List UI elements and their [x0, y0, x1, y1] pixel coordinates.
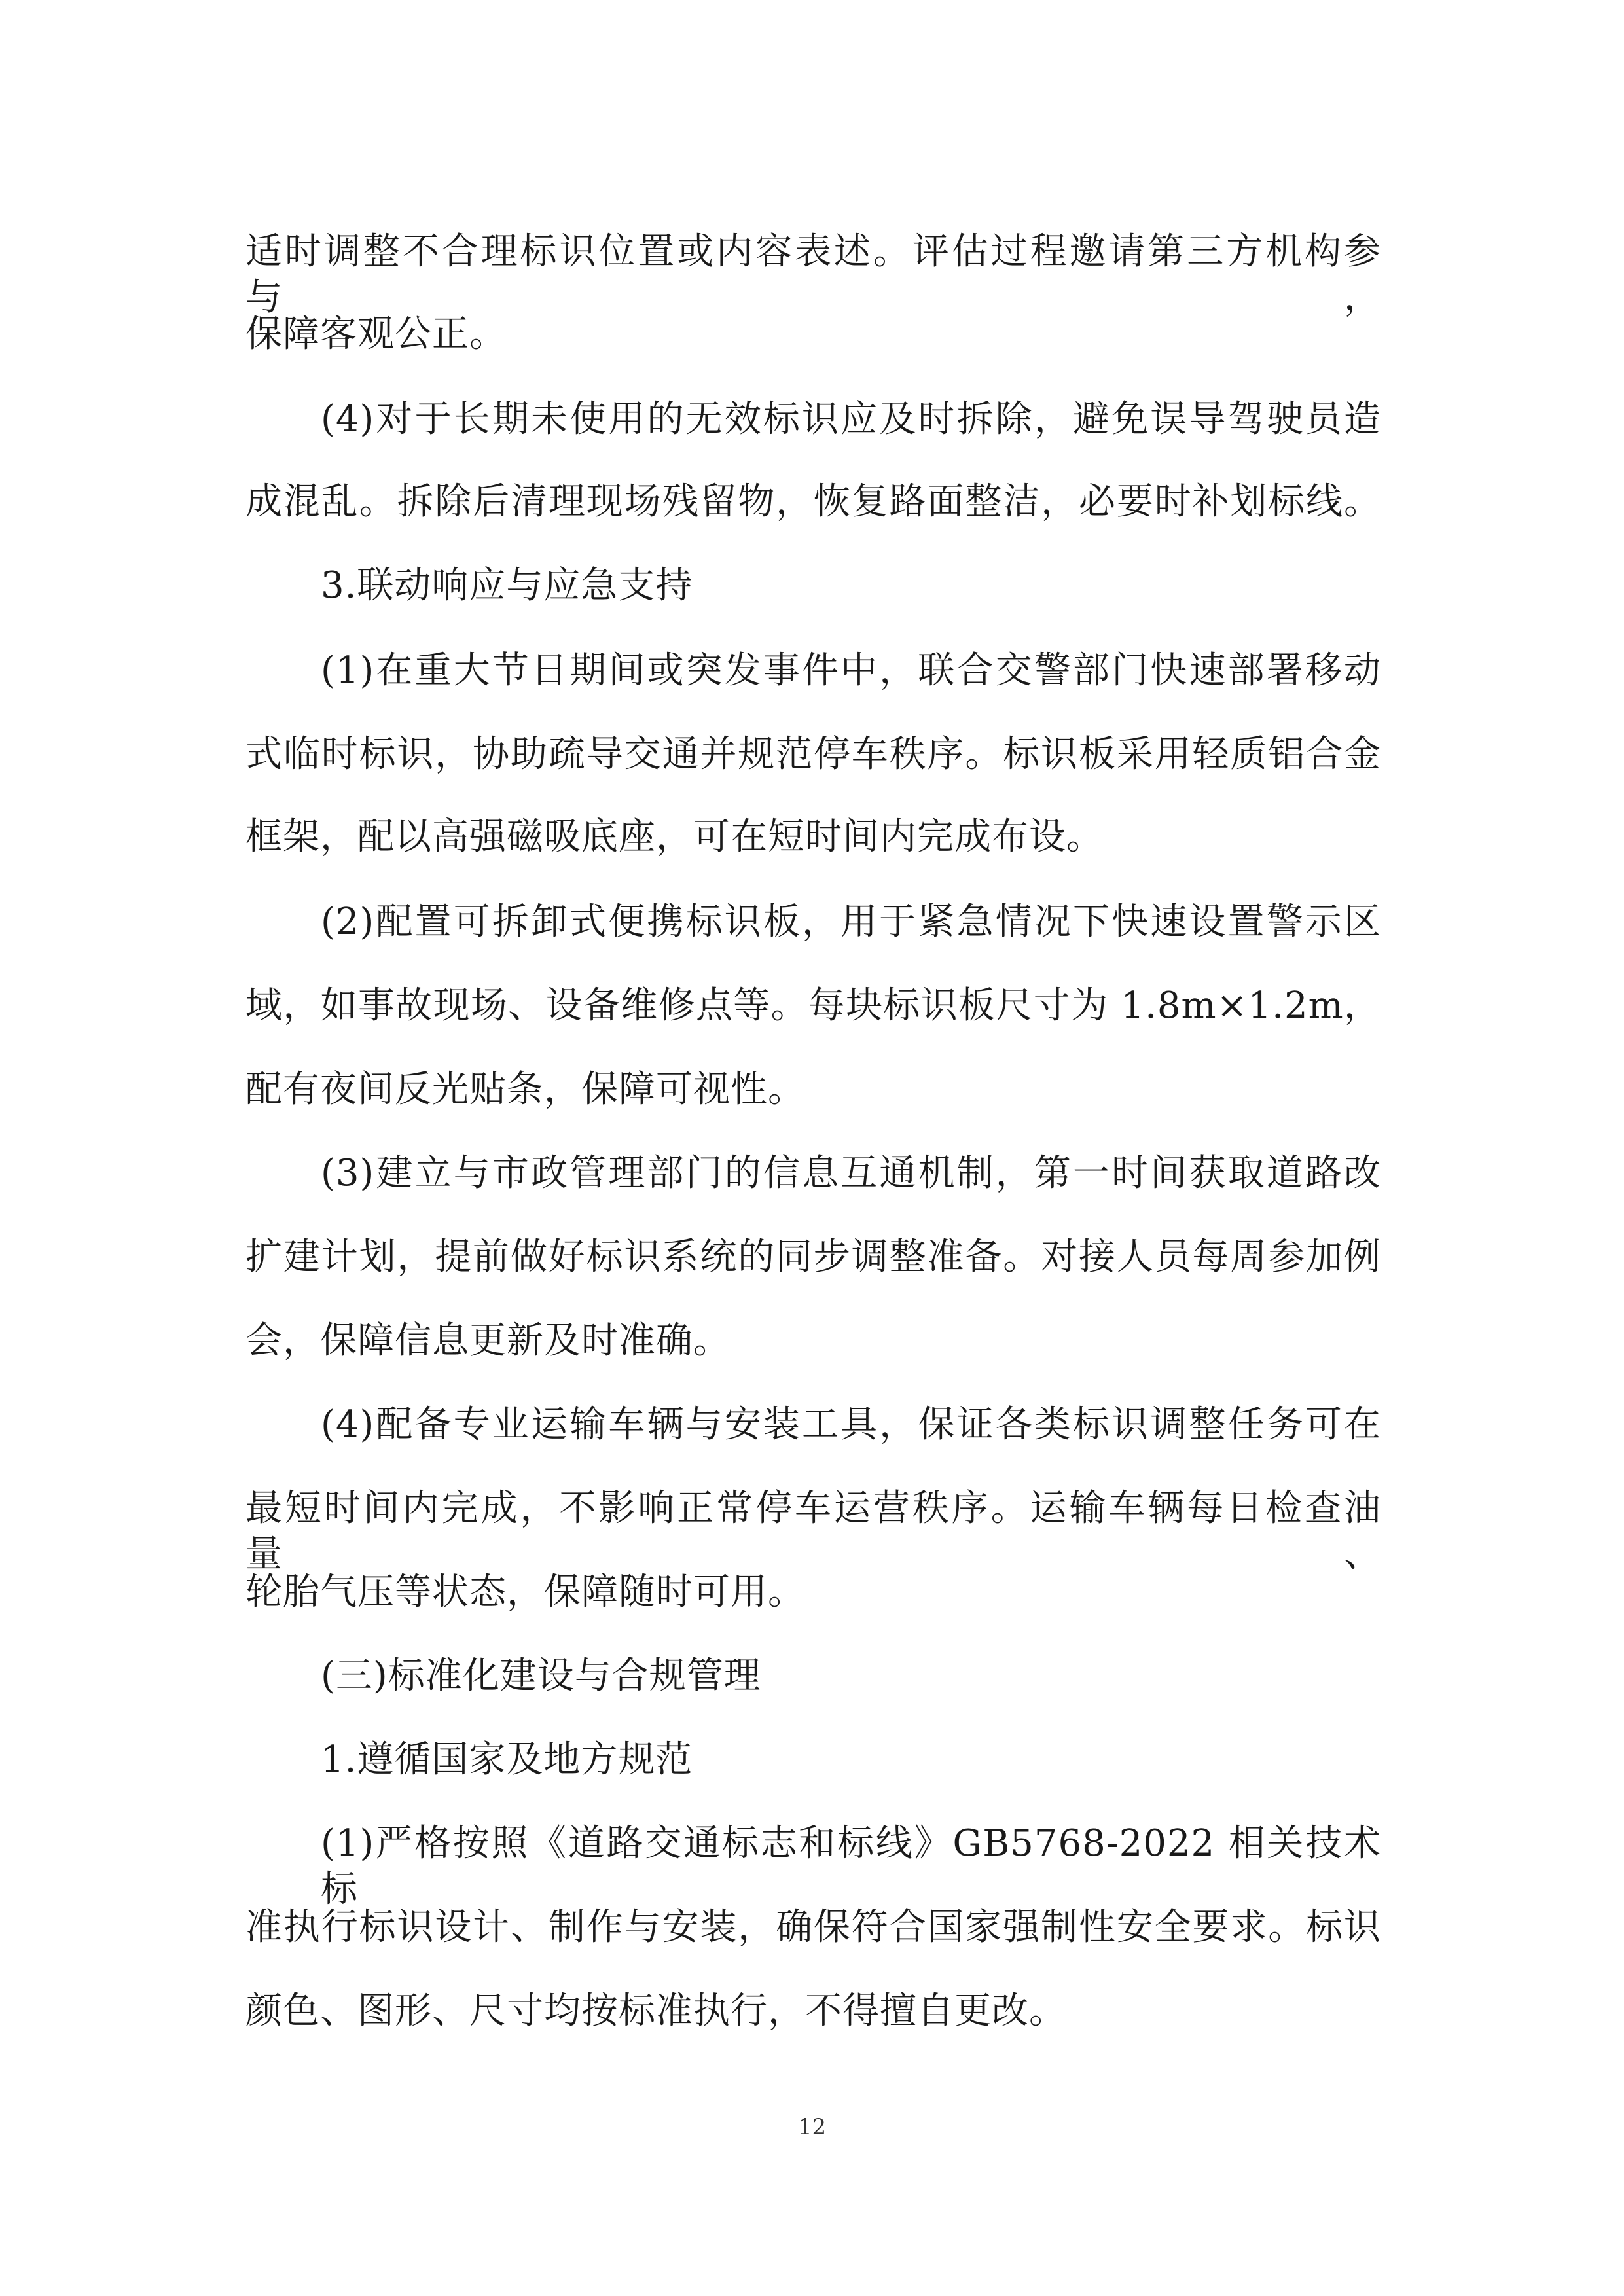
paragraph-line: 会，保障信息更新及时准确。 — [245, 1319, 731, 1362]
paragraph-line: (3)建立与市政管理部门的信息互通机制，第一时间获取道路改 — [321, 1152, 1381, 1194]
subsection-heading: 1.遵循国家及地方规范 — [321, 1738, 693, 1781]
paragraph-line: 成混乱。拆除后清理现场残留物，恢复路面整洁，必要时补划标线。 — [245, 480, 1381, 523]
paragraph-line: (1)在重大节日期间或突发事件中，联合交警部门快速部署移动 — [321, 649, 1381, 692]
paragraph-line: 域，如事故现场、设备维修点等。每块标识板尺寸为 1.8m×1.2m， — [245, 984, 1381, 1027]
paragraph-line: 保障客观公正。 — [245, 313, 507, 355]
paragraph-line: 颜色、图形、尺寸均按标准执行，不得擅自更改。 — [245, 1990, 1066, 2032]
paragraph-line: 框架，配以高强磁吸底座，可在短时间内完成布设。 — [245, 816, 1104, 858]
paragraph-line: 适时调整不合理标识位置或内容表述。评估过程邀请第三方机构参与， — [245, 230, 1381, 319]
paragraph-line: (4)配备专业运输车辆与安装工具，保证各类标识调整任务可在 — [321, 1403, 1381, 1446]
page-number: 12 — [797, 2114, 827, 2140]
paragraph-line: (1)严格按照《道路交通标志和标线》GB5768-2022 相关技术标 — [321, 1822, 1381, 1910]
section-heading: (三)标准化建设与合规管理 — [321, 1655, 761, 1697]
paragraph-line: 准执行标识设计、制作与安装，确保符合国家强制性安全要求。标识 — [245, 1906, 1381, 1948]
paragraph-line: 最短时间内完成，不影响正常停车运营秩序。运输车辆每日检查油量、 — [245, 1487, 1381, 1575]
paragraph-line: 式临时标识，协助疏导交通并规范停车秩序。标识板采用轻质铝合金 — [245, 733, 1381, 776]
paragraph-line: 配有夜间反光贴条，保障可视性。 — [245, 1068, 805, 1111]
paragraph-line: (4)对于长期未使用的无效标识应及时拆除，避免误导驾驶员造 — [321, 398, 1381, 440]
paragraph-line: 轮胎气压等状态，保障随时可用。 — [245, 1571, 805, 1613]
paragraph-line: 扩建计划，提前做好标识系统的同步调整准备。对接人员每周参加例 — [245, 1236, 1381, 1278]
paragraph-line: (2)配置可拆卸式便携标识板，用于紧急情况下快速设置警示区 — [321, 901, 1381, 943]
section-heading: 3.联动响应与应急支持 — [321, 564, 693, 607]
